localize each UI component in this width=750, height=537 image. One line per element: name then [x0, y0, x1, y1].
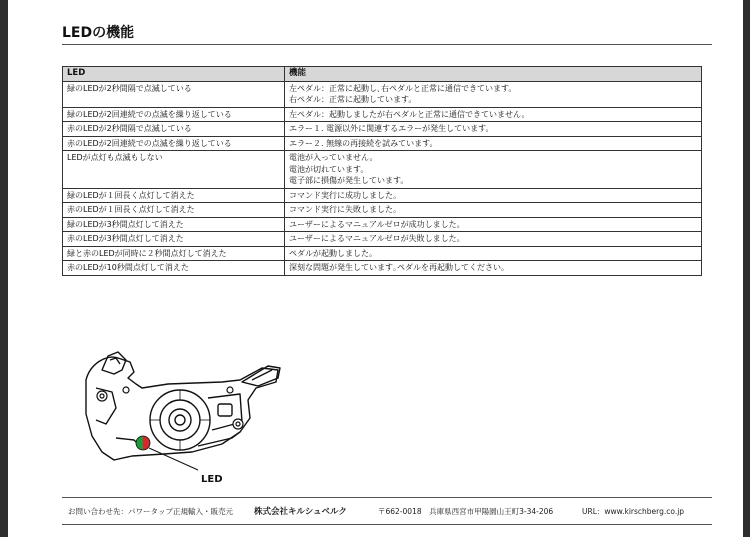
function-line: コマンド実行に成功しました。 — [289, 190, 401, 200]
function-line: 電子部に損傷が発生しています。 — [289, 176, 409, 185]
pedal-illustration — [72, 348, 292, 488]
function-line: 右ペダル：正常に起動しています。 — [289, 95, 417, 104]
table-row — [63, 232, 702, 247]
led-state-cell: LEDが点灯も点滅もしない — [63, 151, 285, 189]
pedal-hub-mid — [160, 400, 200, 440]
function-cell — [285, 203, 702, 218]
table-row — [63, 261, 702, 276]
table-row — [63, 107, 702, 122]
led-green-half — [136, 436, 143, 450]
header-led: LED — [63, 67, 285, 82]
function-line: 電池が入っていません。 — [289, 153, 378, 162]
pedal-claw — [102, 352, 126, 374]
function-line: ユーザーによるマニュアルゼロが成功しました。 — [289, 219, 465, 229]
function-line: ペダルが起動しました。 — [289, 248, 377, 258]
function-line: 電池が切れています。 — [289, 164, 369, 174]
page — [8, 0, 743, 537]
table-row — [63, 136, 702, 151]
page-title: LEDの機能 — [62, 25, 135, 41]
bolt — [227, 387, 233, 393]
header-function: 機能 — [285, 67, 702, 82]
led-state-cell: 赤のLEDが2回連続での点滅を繰り返している — [63, 136, 285, 151]
led-state-cell: 緑のLEDが１回長く点灯して消えた — [63, 188, 285, 203]
led-red-half — [143, 436, 150, 450]
led-state-cell: 赤のLEDが10秒間点灯して消えた — [63, 261, 285, 276]
led-state-cell: 緑のLEDが2回連続での点滅を繰り返している — [63, 107, 285, 122]
led-label: LED — [201, 474, 223, 485]
function-line: エラー１. 電源以外に関連するエラーが発生しています。 — [289, 124, 494, 133]
function-cell — [285, 151, 702, 189]
title-divider — [62, 44, 712, 45]
function-cell — [285, 188, 702, 203]
bolt — [236, 422, 240, 426]
table-row — [63, 203, 702, 218]
led-leader-line — [149, 448, 198, 470]
led-function-table — [62, 66, 702, 276]
footer-company: 株式会社キルシュベルク — [254, 507, 347, 517]
footer — [62, 497, 712, 525]
pedal-hub-inner — [169, 409, 191, 431]
bolt — [123, 387, 129, 393]
table-row — [63, 246, 702, 261]
function-line: エラー２. 無線の再接続を試みています。 — [289, 138, 438, 148]
table-row — [63, 151, 702, 189]
led-state-cell: 緑のLEDが2秒間隔で点滅している — [63, 81, 285, 107]
led-state-cell: 緑のLEDが3秒間点灯して消えた — [63, 217, 285, 232]
function-cell — [285, 107, 702, 122]
function-line: 深刻な問題が発生しています｡ペダルを再起動してください。 — [289, 263, 509, 272]
function-line: 左ペダル：起動しましたが右ペダルと正常に通信できていません。 — [289, 109, 530, 119]
led-state-cell: 赤のLEDが１回長く点灯して消えた — [63, 203, 285, 218]
function-cell — [285, 217, 702, 232]
footer-address: 〒662-0018 兵庫県西宮市甲陽園山王町3-34-206 — [378, 507, 554, 516]
function-cell — [285, 136, 702, 151]
function-line: ユーザーによるマニュアルゼロが失敗しました。 — [289, 234, 465, 243]
footer-url: URL：www.kirschberg.co.jp — [582, 507, 685, 516]
table-row — [63, 188, 702, 203]
bolt — [100, 394, 104, 398]
footer-contact: お問い合わせ先：パワータップ正規輸入・販売元 — [68, 507, 233, 516]
led-state-cell: 赤のLEDが2秒間隔で点滅している — [63, 122, 285, 137]
function-cell — [285, 122, 702, 137]
table-row — [63, 122, 702, 137]
function-cell — [285, 261, 702, 276]
function-cell — [285, 81, 702, 107]
led-state-cell: 緑と赤のLEDが同時に２秒間点灯して消えた — [63, 246, 285, 261]
function-cell — [285, 246, 702, 261]
table-row — [63, 81, 702, 107]
function-cell — [285, 232, 702, 247]
led-indicator — [136, 436, 150, 450]
led-state-cell: 赤のLEDが3秒間点灯して消えた — [63, 232, 285, 247]
function-line: コマンド実行に失敗しました。 — [289, 205, 401, 214]
table-row — [63, 217, 702, 232]
table-header-row — [63, 67, 702, 82]
function-line: 左ペダル：正常に起動し､右ペダルと正常に通信できています。 — [289, 83, 517, 93]
